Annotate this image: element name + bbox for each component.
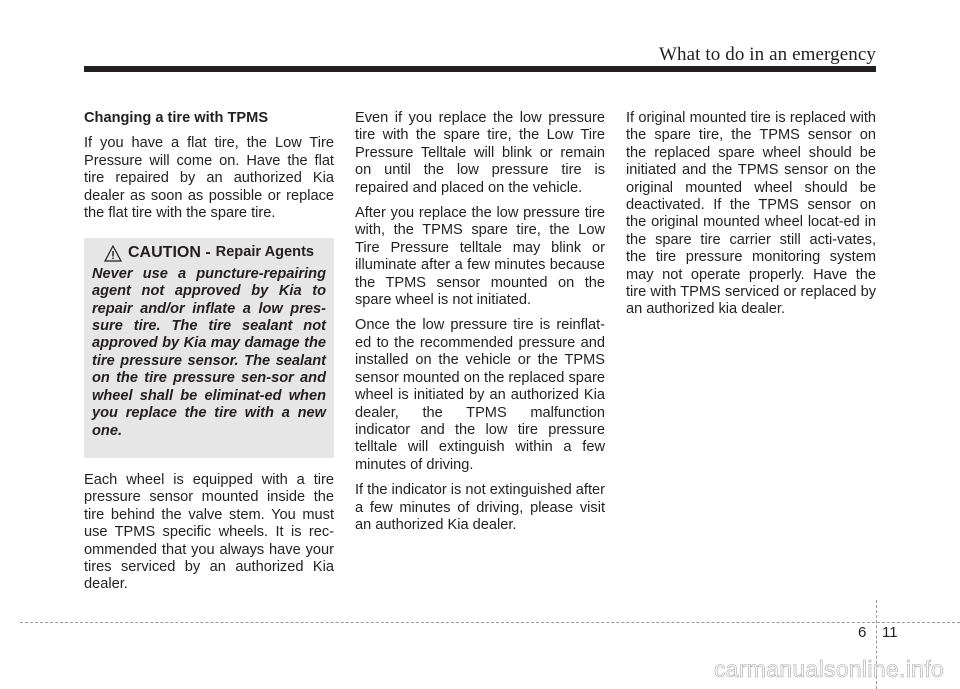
paragraph: If you have a flat tire, the Low Tire Pressure will come on. Have the flat tire repaired by an authorized Kia dealer as soon as possible or replace the flat tire with the spare tire. <box>84 135 334 222</box>
chapter-number: 6 <box>858 624 867 641</box>
chapter-title: What to do in an emergency <box>659 44 876 65</box>
paragraph: Each wheel is equipped with a tire pressure sensor mounted inside the tire behind the valve stem. You must use TPMS specific wheels. It is rec-ommended that you always have your tires serviced by an authorized Kia dealer. <box>84 471 334 593</box>
header-rule <box>84 66 876 72</box>
caution-subtitle: Repair Agents <box>215 244 315 261</box>
warning-triangle-icon <box>104 245 122 262</box>
footer-rule <box>20 622 960 623</box>
column-1 <box>84 110 334 602</box>
caution-body: Never use a puncture-repairing agent not approved by Kia to repair and/or inflate a low pres-sure tire. The tire sealant not approved by Kia may damage the tire pressure sensor. The sealant on the tire pressure sen-sor and wheel shall be eliminat-ed when you replace the tire with a new one. <box>92 265 326 439</box>
column-3 <box>626 110 876 327</box>
paragraph: If the indicator is not extinguished after a few minutes of driving, please visit an authorized Kia dealer. <box>355 482 605 533</box>
paragraph: If original mounted tire is replaced with the spare tire, the TPMS sensor on the replaced spare wheel should be initiated and the TPMS sensor on the original mounted wheel should be deactivated. If the TPMS sensor on the original mounted wheel locat-ed in the spare tire carrier still acti-vates, the tire pressure monitoring system may not operate properly. Have the tire with TPMS serviced or replaced by an authorized kia dealer. <box>626 110 876 318</box>
column-2 <box>355 110 605 542</box>
section-heading: Changing a tire with TPMS <box>84 110 269 126</box>
paragraph: Even if you replace the low pressure tire with the spare tire, the Low Tire Pressure Telltale will blink or remain on until the low pressure tire is repaired and placed on the vehicle. <box>355 110 605 196</box>
caution-label: CAUTION - <box>128 244 211 262</box>
caution-box <box>84 238 334 457</box>
caution-title <box>104 244 326 261</box>
watermark: carmanualsonline.info <box>713 656 944 682</box>
paragraph: Once the low pressure tire is reinflat-ed to the recommended pressure and installed on the vehicle or the TPMS sensor mounted on the replaced spare wheel is initiated by an authorized Kia dealer, the TPMS malfunction indicator and the low tire pressure telltale will extinguish within a few minutes of driving. <box>355 317 605 473</box>
paragraph: After you replace the low pressure tire with, the TPMS spare tire, the Low Tire Pressure telltale may blink or illuminate after a few minutes because the TPMS sensor mounted on the spare wheel is not initiated. <box>355 205 605 309</box>
page-number: 11 <box>882 624 898 641</box>
